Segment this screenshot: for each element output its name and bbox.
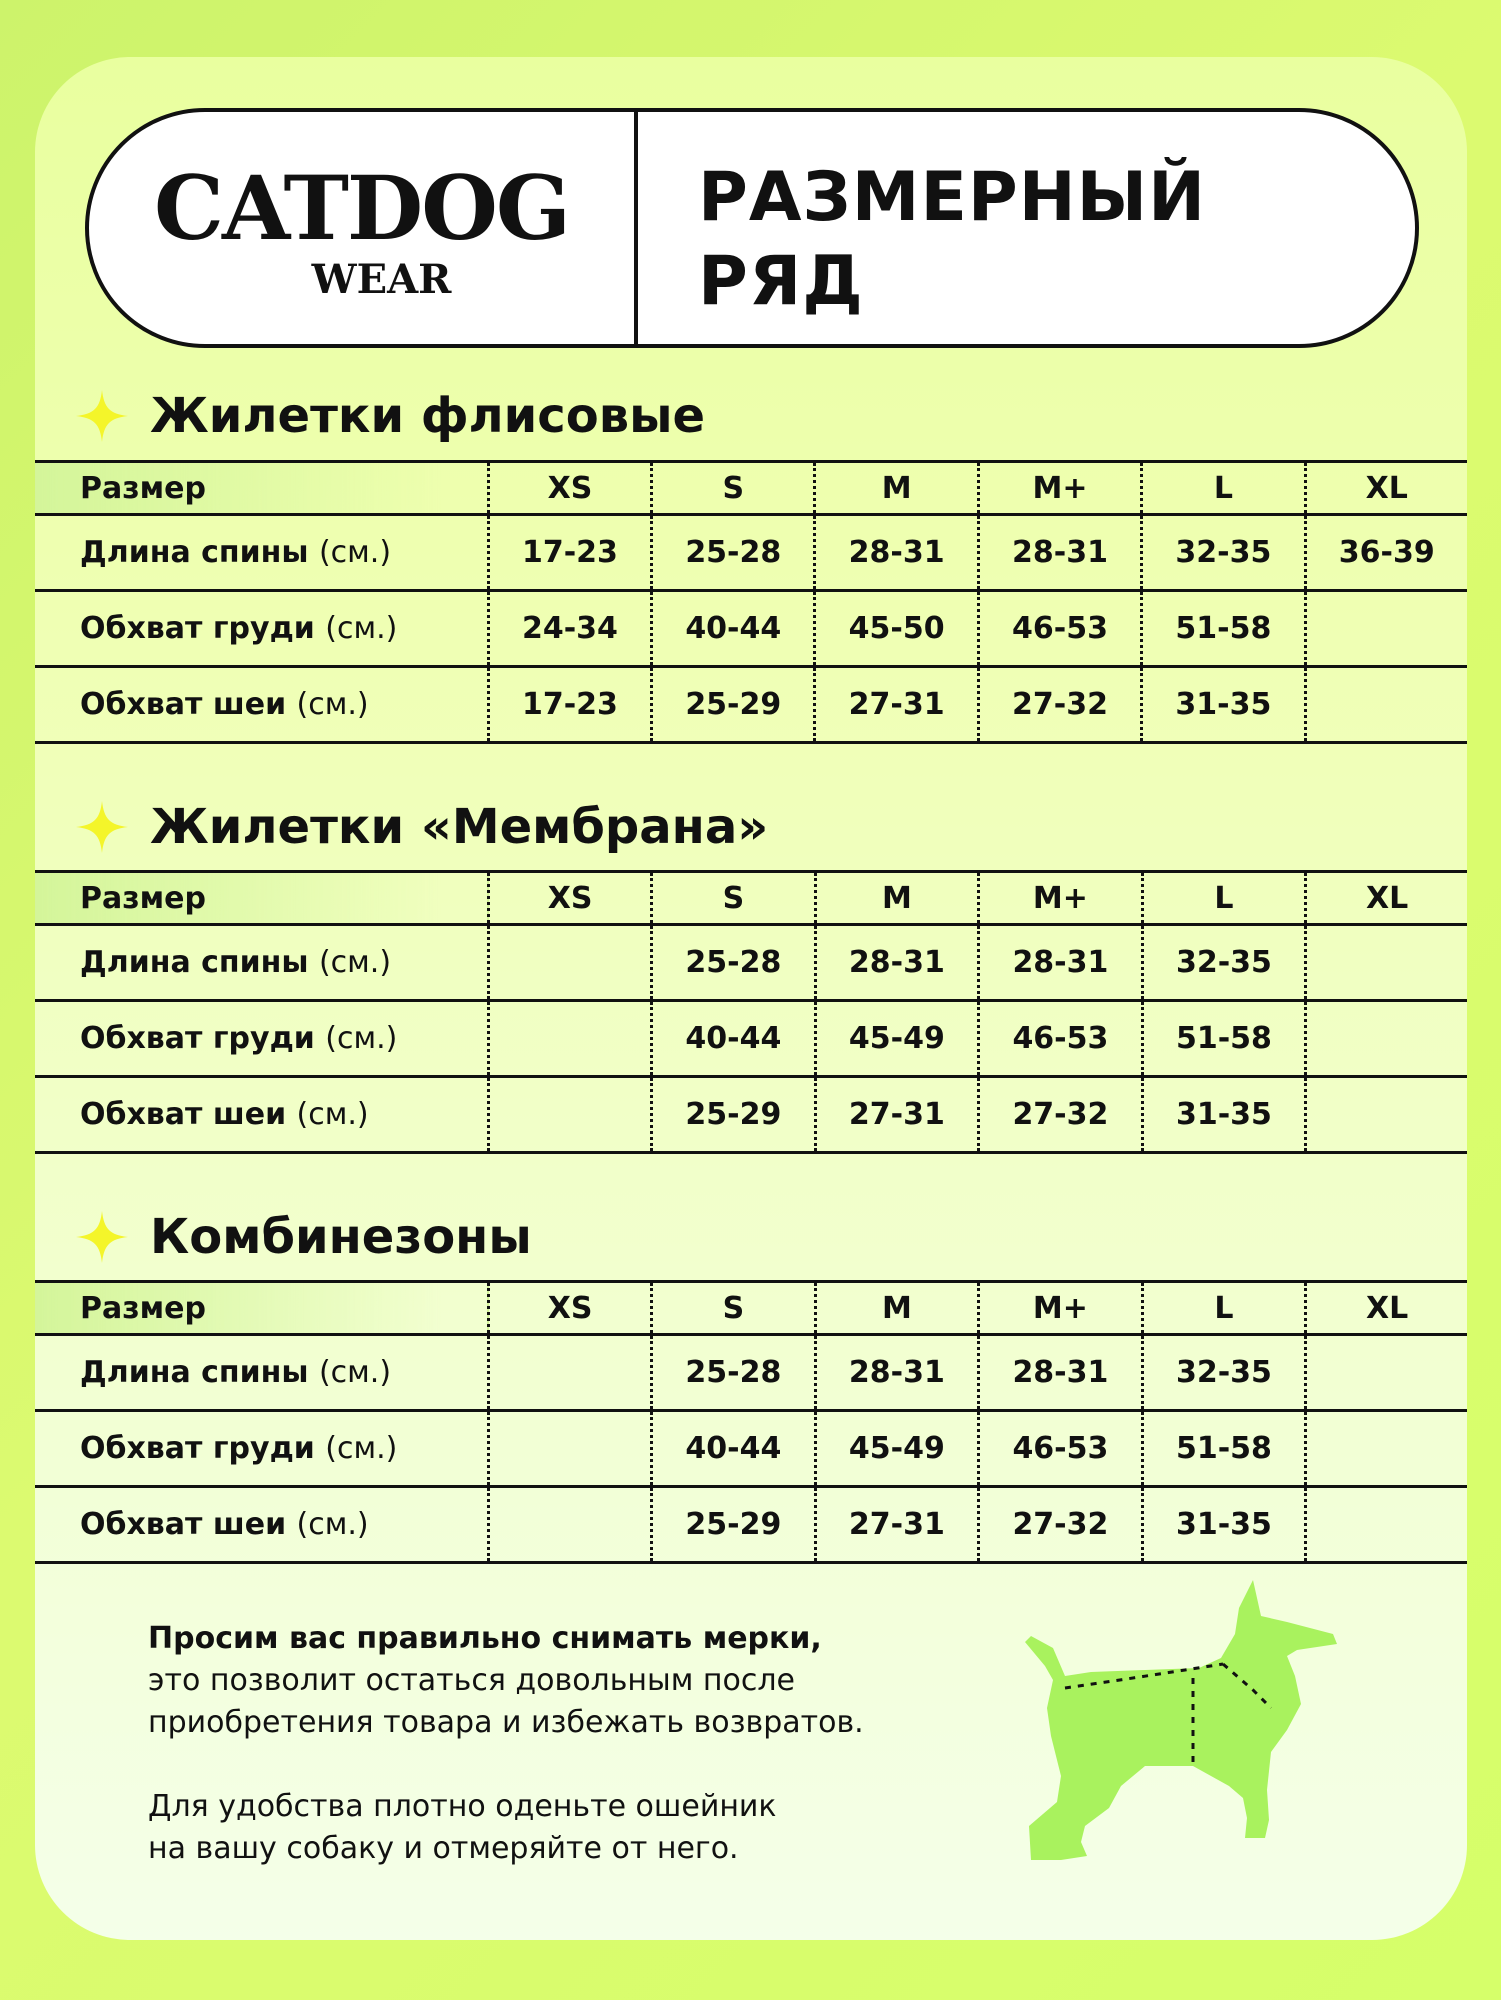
size-value: 27-32 xyxy=(979,1487,1143,1563)
size-value: 27-32 xyxy=(978,667,1141,743)
section-title-membrane xyxy=(76,799,768,855)
size-value: 31-35 xyxy=(1142,1487,1306,1563)
note-line: приобретения товара и избежать возвратов. xyxy=(148,1705,864,1740)
size-value: 28-31 xyxy=(815,925,979,1001)
measure-name: Обхват шеи xyxy=(80,1507,287,1542)
size-value: 27-31 xyxy=(815,667,978,743)
size-value xyxy=(1306,1487,1467,1563)
page-title-line-2: РЯД xyxy=(698,242,864,321)
measure-note-2 xyxy=(148,1786,777,1870)
header-size: S xyxy=(652,462,815,515)
note-line: это позволит остаться довольным после xyxy=(148,1663,795,1698)
sparkle-icon xyxy=(76,801,128,853)
size-value: 25-28 xyxy=(652,1335,816,1411)
measure-name: Обхват груди xyxy=(80,1021,315,1056)
row-label xyxy=(35,1001,489,1077)
header-label: Размер xyxy=(35,872,489,925)
size-value: 45-49 xyxy=(815,1001,979,1077)
size-value: 25-28 xyxy=(652,515,815,591)
header-size: M+ xyxy=(979,1282,1143,1335)
size-value: 28-31 xyxy=(815,515,978,591)
size-table-fleece xyxy=(35,460,1467,744)
size-value: 31-35 xyxy=(1142,1077,1306,1153)
size-value: 31-35 xyxy=(1142,667,1305,743)
size-value xyxy=(1306,1077,1467,1153)
header-size: XL xyxy=(1306,1282,1467,1335)
size-value xyxy=(1305,667,1467,743)
measure-unit: (см.) xyxy=(296,687,369,722)
header-size: S xyxy=(652,1282,816,1335)
dog-silhouette-icon xyxy=(1025,1580,1345,1880)
measure-name: Длина спины xyxy=(80,945,309,980)
size-value: 51-58 xyxy=(1142,1001,1306,1077)
sparkle-icon xyxy=(76,1211,128,1263)
table-row xyxy=(35,515,1467,591)
size-value: 27-31 xyxy=(815,1077,979,1153)
size-value: 45-50 xyxy=(815,591,978,667)
header-size: M xyxy=(815,462,978,515)
header-label: Размер xyxy=(35,1282,489,1335)
table-header-row xyxy=(35,462,1467,515)
section-title-overalls xyxy=(76,1209,532,1265)
header-size: M+ xyxy=(978,462,1141,515)
header-label: Размер xyxy=(35,462,488,515)
brand-logo xyxy=(89,112,638,344)
header-size: XL xyxy=(1306,872,1467,925)
header-size: L xyxy=(1142,1282,1306,1335)
measure-note-1 xyxy=(148,1618,864,1744)
header-banner xyxy=(85,108,1419,348)
size-value: 32-35 xyxy=(1142,1335,1306,1411)
size-value: 24-34 xyxy=(488,591,651,667)
measure-unit: (см.) xyxy=(318,535,392,570)
title-area xyxy=(638,112,1415,344)
size-value xyxy=(489,1001,652,1077)
table-row xyxy=(35,667,1467,743)
measure-name: Обхват груди xyxy=(80,611,315,646)
row-label xyxy=(35,591,488,667)
section-title-fleece xyxy=(76,388,705,444)
measure-name: Длина спины xyxy=(80,535,309,570)
size-value: 25-29 xyxy=(652,1487,816,1563)
size-table-overalls xyxy=(35,1280,1467,1564)
size-value xyxy=(1306,1335,1467,1411)
size-value: 32-35 xyxy=(1142,925,1306,1001)
section-title-text: Жилетки флисовые xyxy=(150,388,706,444)
size-value: 17-23 xyxy=(488,667,651,743)
size-value xyxy=(1305,591,1467,667)
row-label xyxy=(35,1411,489,1487)
size-value: 51-58 xyxy=(1142,1411,1306,1487)
brand-sub: WEAR xyxy=(311,256,452,303)
table-row xyxy=(35,1487,1467,1563)
size-value: 46-53 xyxy=(979,1001,1143,1077)
table-row xyxy=(35,1411,1467,1487)
size-value xyxy=(1306,1411,1467,1487)
size-value: 28-31 xyxy=(979,925,1143,1001)
size-value: 28-31 xyxy=(979,1335,1143,1411)
size-value xyxy=(489,1077,652,1153)
table-row xyxy=(35,1077,1467,1153)
table-row xyxy=(35,591,1467,667)
note-bold: Просим вас правильно снимать мерки, xyxy=(148,1621,822,1656)
note-line: на вашу собаку и отмеряйте от него. xyxy=(148,1831,739,1866)
table-header-row xyxy=(35,872,1467,925)
size-value: 51-58 xyxy=(1142,591,1305,667)
measure-unit: (см.) xyxy=(296,1097,369,1132)
size-value: 45-49 xyxy=(815,1411,979,1487)
size-value: 32-35 xyxy=(1142,515,1305,591)
size-value: 17-23 xyxy=(488,515,651,591)
header-size: S xyxy=(652,872,816,925)
size-value xyxy=(489,1335,652,1411)
measure-name: Обхват груди xyxy=(80,1431,315,1466)
header-size: XL xyxy=(1305,462,1467,515)
measure-unit: (см.) xyxy=(296,1507,369,1542)
header-size: M xyxy=(815,872,979,925)
size-value: 40-44 xyxy=(652,1411,816,1487)
page-title xyxy=(698,156,1206,324)
header-size: M xyxy=(815,1282,979,1335)
size-value xyxy=(1306,925,1467,1001)
header-size: XS xyxy=(489,1282,652,1335)
size-value xyxy=(489,1411,652,1487)
header-size: M+ xyxy=(979,872,1143,925)
header-size: XS xyxy=(488,462,651,515)
measure-unit: (см.) xyxy=(325,1431,398,1466)
row-label xyxy=(35,1335,489,1411)
measure-name: Длина спины xyxy=(80,1355,309,1390)
size-value: 27-31 xyxy=(815,1487,979,1563)
section-title-text: Жилетки «Мембрана» xyxy=(150,799,769,855)
section-title-text: Комбинезоны xyxy=(150,1209,532,1265)
size-value: 25-29 xyxy=(652,1077,816,1153)
note-line: Для удобства плотно оденьте ошейник xyxy=(148,1789,777,1824)
size-value: 27-32 xyxy=(979,1077,1143,1153)
measure-unit: (см.) xyxy=(318,1355,392,1390)
size-value: 40-44 xyxy=(652,1001,816,1077)
size-value: 46-53 xyxy=(978,591,1141,667)
size-value: 28-31 xyxy=(978,515,1141,591)
page-title-line-1: РАЗМЕРНЫЙ xyxy=(698,158,1207,237)
measure-unit: (см.) xyxy=(325,1021,398,1056)
size-value: 25-28 xyxy=(652,925,816,1001)
table-row xyxy=(35,1335,1467,1411)
size-value: 28-31 xyxy=(815,1335,979,1411)
header-size: L xyxy=(1142,462,1305,515)
header-size: L xyxy=(1142,872,1306,925)
table-row xyxy=(35,925,1467,1001)
sparkle-icon xyxy=(76,390,128,442)
size-value: 46-53 xyxy=(979,1411,1143,1487)
size-value: 36-39 xyxy=(1305,515,1467,591)
table-header-row xyxy=(35,1282,1467,1335)
size-value: 40-44 xyxy=(652,591,815,667)
measure-unit: (см.) xyxy=(318,945,392,980)
size-value: 25-29 xyxy=(652,667,815,743)
size-table-membrane xyxy=(35,870,1467,1154)
row-label xyxy=(35,667,488,743)
row-label xyxy=(35,515,488,591)
header-size: XS xyxy=(489,872,652,925)
size-value xyxy=(1306,1001,1467,1077)
row-label xyxy=(35,1077,489,1153)
row-label xyxy=(35,925,489,1001)
measure-unit: (см.) xyxy=(325,611,398,646)
brand-name: CATDOG xyxy=(153,156,570,260)
row-label xyxy=(35,1487,489,1563)
size-value xyxy=(489,925,652,1001)
measure-name: Обхват шеи xyxy=(80,687,287,722)
table-row xyxy=(35,1001,1467,1077)
size-value xyxy=(489,1487,652,1563)
measure-name: Обхват шеи xyxy=(80,1097,287,1132)
